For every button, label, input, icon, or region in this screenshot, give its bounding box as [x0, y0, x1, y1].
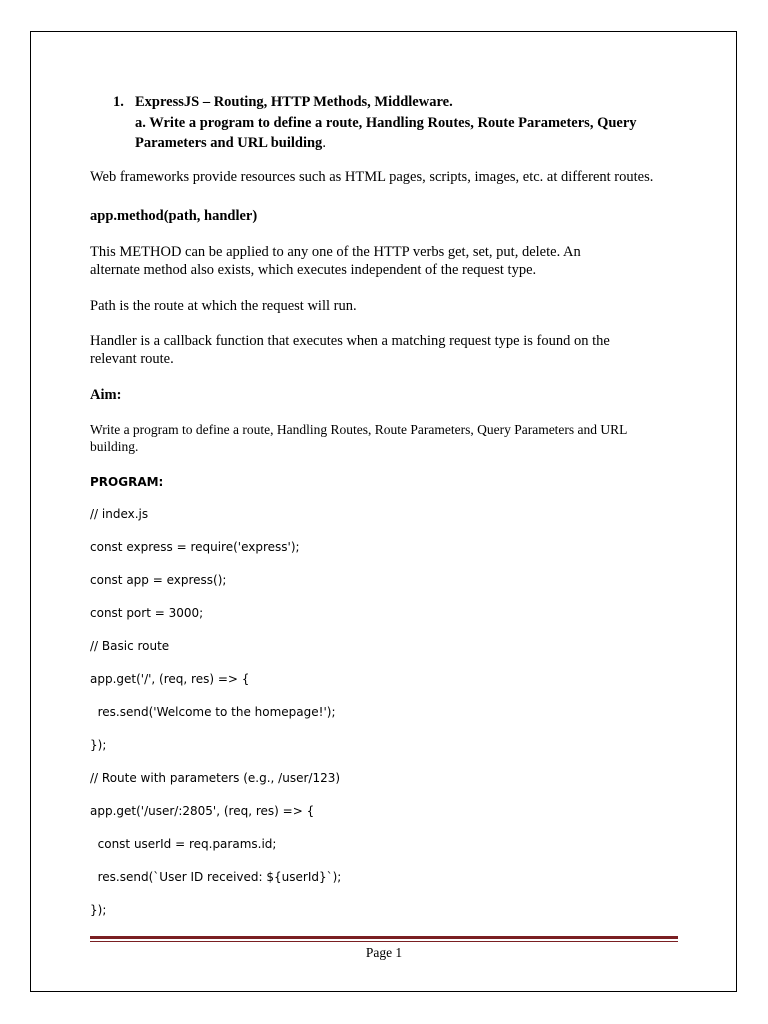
code-line: // index.js [90, 507, 149, 521]
footer-rule-thin [90, 941, 678, 942]
code-line: res.send(`User ID received: ${userId}`); [90, 870, 342, 884]
aim-text-line: building. [90, 438, 139, 454]
intro-paragraph: Web frameworks provide resources such as HTML pages, scripts, images, etc. at different routes. [90, 169, 654, 185]
handler-description-line: relevant route. [90, 351, 174, 367]
section-heading [113, 92, 683, 154]
code-line: app.get('/user/:2805', (req, res) => { [90, 804, 315, 818]
program-label: PROGRAM: [90, 475, 164, 489]
footer-rule [90, 936, 678, 943]
handler-description [90, 332, 700, 368]
code-line: res.send('Welcome to the homepage!'); [90, 705, 336, 719]
code-line: // Route with parameters (e.g., /user/123) [90, 771, 341, 785]
code-line: }); [90, 738, 107, 752]
code-line: }); [90, 903, 107, 917]
heading-subtitle-end: . [322, 135, 326, 151]
path-description: Path is the route at which the request will run. [90, 298, 357, 314]
aim-label: Aim: [90, 387, 122, 403]
code-line: // Basic route [90, 639, 170, 653]
handler-description-line: Handler is a callback function that executes when a matching request type is found on the [90, 333, 610, 349]
method-description [90, 243, 700, 279]
code-line: const express = require('express'); [90, 540, 300, 554]
page-number: Page 1 [365, 945, 403, 960]
method-description-line: This METHOD can be applied to any one of the HTTP verbs get, set, put, delete. An [90, 244, 581, 260]
method-signature: app.method(path, handler) [90, 208, 258, 224]
heading-title: ExpressJS – Routing, HTTP Methods, Middleware. [135, 94, 453, 110]
method-description-line: alternate method also exists, which executes independent of the request type. [90, 262, 537, 278]
heading-number: 1. [113, 94, 124, 110]
heading-subtitle: a. Write a program to define a route, Handling Routes, Route Parameters, Query Parameters and URL building [135, 114, 637, 151]
code-line: app.get('/', (req, res) => { [90, 672, 250, 686]
footer-rule-thick [90, 936, 678, 939]
aim-text [90, 422, 700, 455]
aim-text-line: Write a program to define a route, Handling Routes, Route Parameters, Query Parameters and URL [90, 422, 628, 437]
code-line: const port = 3000; [90, 606, 204, 620]
code-line: const app = express(); [90, 573, 227, 587]
code-line: const userId = req.params.id; [90, 837, 277, 851]
